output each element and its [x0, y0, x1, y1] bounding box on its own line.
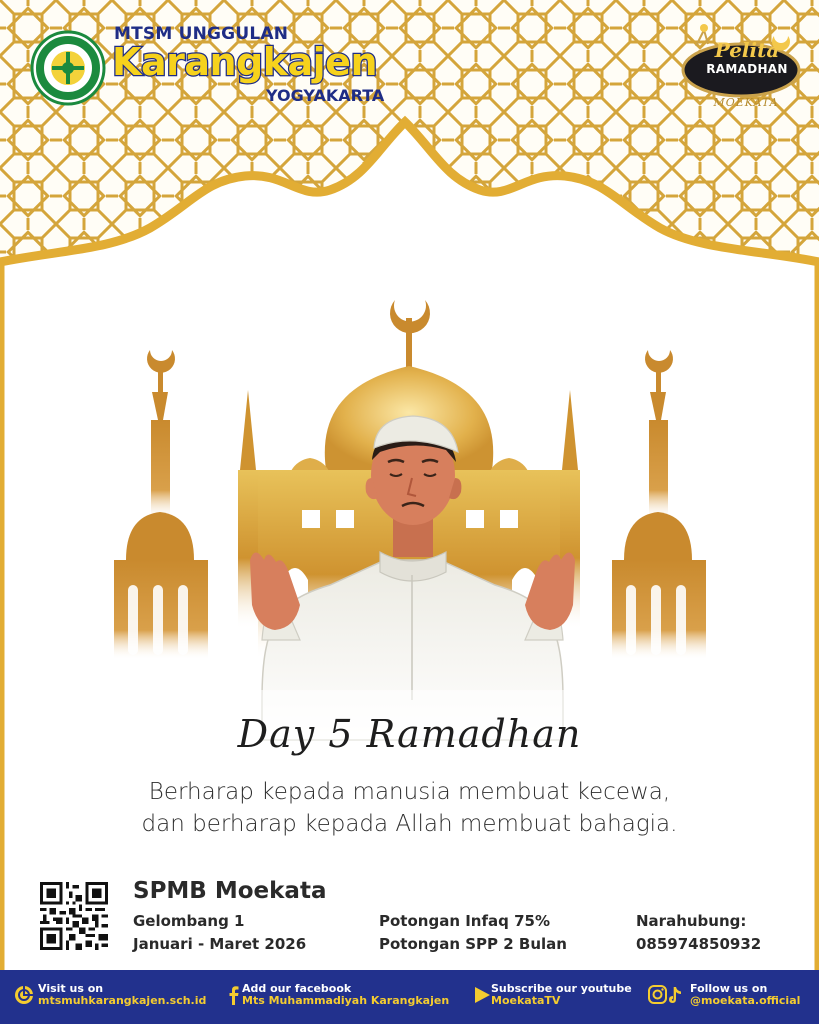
- badge-title: Pelita: [714, 38, 780, 62]
- footer-website-link[interactable]: [14, 970, 214, 1024]
- instagram-tiktok-icon: [648, 985, 688, 1005]
- school-seal-logo: [30, 30, 106, 106]
- school-city: YOGYAKARTA: [266, 86, 385, 105]
- globe-icon: [14, 985, 34, 1005]
- spmb-wave: Gelombang 1: [133, 912, 245, 930]
- school-name-line2: Karangkajen: [112, 40, 377, 84]
- contact-phone[interactable]: 085974850932: [636, 935, 762, 953]
- footer-social-link[interactable]: [648, 970, 813, 1024]
- day-title: Day 5 Ramadhan: [237, 712, 582, 756]
- school-name-line1: MTSM UNGGULAN: [114, 24, 289, 44]
- footer-youtube-label: Subscribe our youtube: [491, 982, 632, 995]
- footer-facebook-label: Add our facebook: [242, 982, 352, 995]
- badge-brand: MOEKATA: [713, 96, 779, 109]
- facebook-icon: [224, 985, 244, 1005]
- footer-bar: [0, 970, 819, 1024]
- spmb-title: SPMB Moekata: [133, 878, 327, 904]
- footer-youtube-link[interactable]: [472, 970, 642, 1024]
- spmb-discount-infaq: Potongan Infaq 75%: [379, 912, 550, 930]
- footer-facebook-value: Mts Muhammadiyah Karangkajen: [242, 994, 450, 1007]
- quote-line-1: Berharap kepada manusia membuat kecewa,: [148, 779, 671, 805]
- footer-youtube-value: MoekataTV: [491, 994, 561, 1007]
- footer-social-value: @moekata.official: [690, 994, 801, 1007]
- youtube-icon: [472, 985, 492, 1005]
- badge-subtitle: RAMADHAN: [706, 62, 788, 76]
- spmb-discount-spp: Potongan SPP 2 Bulan: [379, 935, 567, 953]
- qr-code[interactable]: [40, 882, 108, 950]
- quote-line-2: dan berharap kepada Allah membuat bahagia.: [141, 811, 678, 837]
- spmb-period: Januari - Maret 2026: [133, 935, 307, 953]
- footer-website-label: Visit us on: [38, 982, 104, 995]
- footer-social-label: Follow us on: [690, 982, 768, 995]
- footer-facebook-link[interactable]: [224, 970, 464, 1024]
- footer-website-value: mtsmuhkarangkajen.sch.id: [38, 994, 207, 1007]
- contact-label: Narahubung:: [636, 912, 747, 930]
